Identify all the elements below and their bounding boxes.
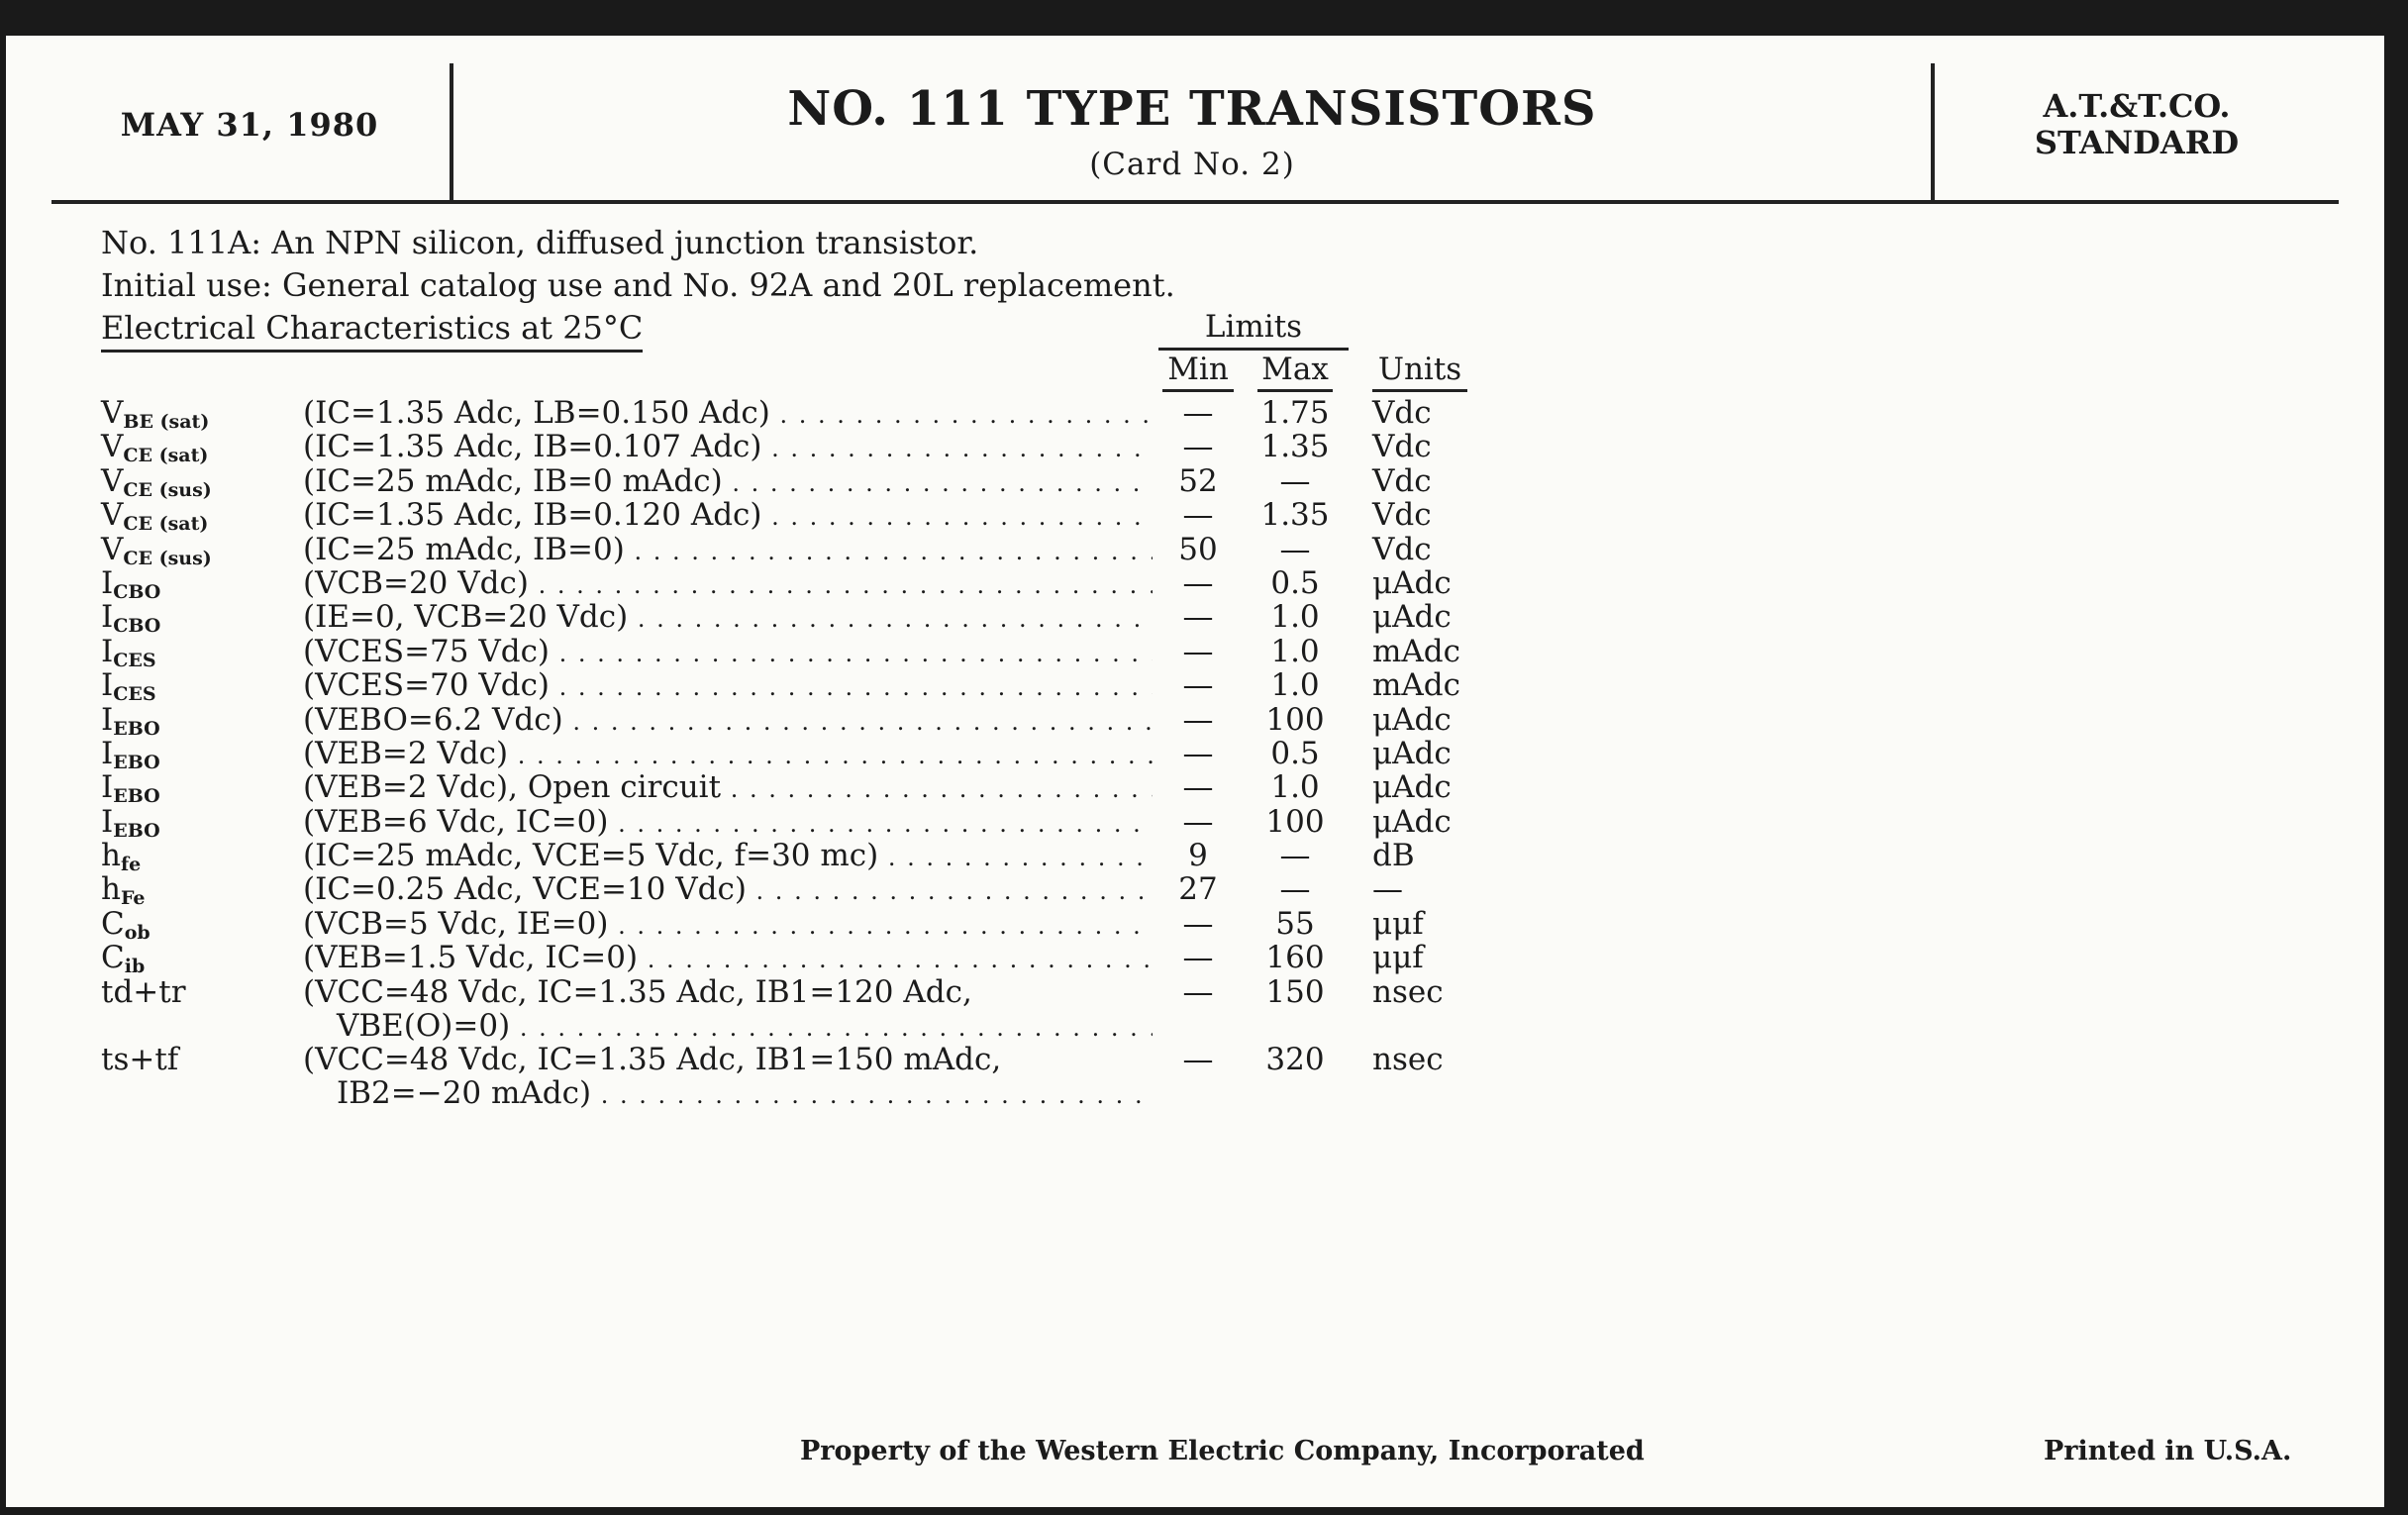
parameter-symbol [101,975,186,1009]
min-value: — [1182,769,1214,806]
table-row [6,429,2384,467]
symbol-subscript: CES [113,649,156,671]
table-row [6,531,2384,569]
symbol-letter: V [101,531,124,567]
symbol-subscript: CE (sus) [123,547,212,569]
min-value: — [1182,564,1214,601]
condition-text: (VEB=6 Vdc, IC=0) [303,804,609,839]
section-heading: Electrical Characteristics at 25°C [101,309,643,353]
max-value: — [1279,838,1311,874]
condition-text: (IC=25 mAdc, IB=0 mAdc) [303,463,723,498]
unit-value: Vdc [1372,531,1432,567]
document-title: NO. 111 TYPE TRANSISTORS [787,81,1597,137]
min-value: — [1182,497,1214,534]
table-row [6,735,2384,773]
test-conditions [303,907,1153,941]
max-value: 55 [1275,905,1315,942]
min-value: — [1182,1042,1214,1078]
parameter-symbol [101,1043,178,1076]
table-row [6,462,2384,501]
table-row [6,769,2384,808]
table-row [6,905,2384,944]
condition-text: (VCES=75 Vdc) [303,634,551,668]
min-value: 50 [1178,531,1218,567]
min-value: 52 [1178,462,1218,499]
unit-value: μAdc [1372,564,1452,601]
symbol-letter: ts+tf [101,1042,179,1078]
max-value: 160 [1265,940,1325,976]
symbol-subscript: CE (sus) [123,478,212,501]
intro-block [101,222,1175,307]
printed-notice: Printed in U.S.A. [2044,1436,2292,1466]
test-conditions [303,430,1153,463]
symbol-subscript: ib [124,956,146,978]
unit-value: nsec [1372,973,1444,1010]
max-value: 1.35 [1260,497,1330,534]
min-value: — [1182,701,1214,738]
symbol-letter: I [101,769,114,806]
condition-text: (VCB=20 Vdc) [303,565,529,600]
condition-text: (IC=25 mAdc, VCE=5 Vdc, f=30 mc) [303,839,879,873]
symbol-letter: V [101,429,124,465]
table-row [6,599,2384,638]
symbol-subscript: Fe [120,887,146,910]
standard-card [6,36,2384,1507]
symbol-letter: I [101,735,114,771]
min-value: — [1182,905,1214,942]
condition-text: (IC=0.25 Adc, VCE=10 Vdc) [303,872,747,907]
test-conditions [303,464,1153,498]
max-value: 150 [1265,973,1325,1010]
standard-label: STANDARD [2034,124,2240,161]
symbol-letter: td+tr [101,973,186,1010]
test-conditions [303,770,1153,804]
min-value: — [1182,973,1214,1010]
table-row [6,395,2384,433]
max-value: 1.0 [1270,599,1320,636]
symbol-letter: I [101,667,114,704]
test-conditions [303,872,1153,906]
unit-value: μAdc [1372,701,1452,738]
test-conditions [303,498,1153,532]
symbol-letter: h [101,871,121,908]
unit-value: mAdc [1372,667,1460,704]
table-row [6,940,2384,978]
max-value: 1.35 [1260,429,1330,465]
characteristics-table [6,396,2384,1111]
test-conditions [303,533,1153,566]
test-conditions [303,1043,1153,1110]
test-conditions [303,975,1153,1043]
unit-value: Vdc [1372,429,1432,465]
symbol-subscript: ob [124,921,150,944]
test-conditions [303,805,1153,839]
test-conditions [303,839,1153,872]
unit-value: μAdc [1372,769,1452,806]
table-row [6,497,2384,536]
max-value: 1.0 [1270,633,1320,669]
condition-text: (VEBO=6.2 Vdc) [303,702,563,737]
symbol-subscript: CE (sat) [123,513,209,536]
unit-value: Vdc [1372,462,1432,499]
test-conditions [303,737,1153,770]
min-value: — [1182,735,1214,771]
max-value: 0.5 [1270,735,1320,771]
table-row [6,633,2384,671]
unit-value: μAdc [1372,735,1452,771]
intro-initial-use: Initial use: General catalog use and No. 92A and 20L replacement. [101,266,1175,304]
min-value: — [1182,599,1214,636]
unit-value: dB [1372,838,1415,874]
units-column-header: Units [1372,352,1467,392]
symbol-letter: C [101,940,125,976]
min-value: — [1182,667,1214,704]
symbol-letter: C [101,905,125,942]
table-row [6,803,2384,842]
symbol-subscript: CBO [113,580,161,603]
min-value: — [1182,429,1214,465]
unit-value: — [1372,871,1403,908]
test-conditions [303,703,1153,737]
card-number: (Card No. 2) [1089,147,1295,182]
issue-date: MAY 31, 1980 [120,106,379,144]
symbol-subscript: CBO [113,615,161,638]
condition-text: (VCC=48 Vdc, IC=1.35 Adc, IB1=150 mAdc, [303,1042,1002,1078]
symbol-subscript: CE (sat) [123,445,209,467]
unit-value: μμf [1372,905,1424,942]
symbol-subscript: EBO [113,717,160,740]
symbol-subscript: BE (sat) [123,411,210,433]
unit-value: μAdc [1372,599,1452,636]
max-value: — [1279,871,1311,908]
limits-header: Limits [1158,309,1349,351]
symbol-letter: V [101,497,124,534]
condition-text: (VEB=1.5 Vdc, IC=0) [303,941,639,975]
condition-text: (VCB=5 Vdc, IE=0) [303,906,609,941]
table-row [6,1043,2384,1111]
condition-text: (VCC=48 Vdc, IC=1.35 Adc, IB1=120 Adc, [303,973,972,1010]
symbol-letter: I [101,803,114,840]
symbol-letter: I [101,564,114,601]
max-value: 320 [1265,1042,1325,1078]
min-value: — [1182,940,1214,976]
max-value: 1.0 [1270,769,1320,806]
condition-text: (VEB=2 Vdc), Open circuit [303,770,722,805]
max-value: 0.5 [1270,564,1320,601]
test-conditions [303,600,1153,634]
min-value: — [1182,395,1214,431]
condition-text-continued: VBE(O)=0) [337,1008,511,1043]
table-row [6,871,2384,910]
title-block [453,50,1931,182]
test-conditions [303,668,1153,702]
min-value: — [1182,803,1214,840]
symbol-subscript: CES [113,683,156,706]
max-value: — [1279,531,1311,567]
symbol-letter: I [101,599,114,636]
card-header [51,50,2339,204]
test-conditions [303,566,1153,600]
unit-value: Vdc [1372,395,1432,431]
symbol-subscript: EBO [113,751,160,773]
symbol-letter: V [101,395,124,431]
min-column-header: Min [1162,352,1234,392]
condition-text: (IC=1.35 Adc, IB=0.107 Adc) [303,430,762,464]
condition-text: (IE=0, VCB=20 Vdc) [303,600,629,635]
unit-value: μμf [1372,940,1424,976]
test-conditions [303,635,1153,668]
table-row [6,975,2384,1044]
max-value: 1.0 [1270,667,1320,704]
symbol-letter: I [101,701,114,738]
condition-text: (VCES=70 Vdc) [303,668,551,703]
symbol-letter: I [101,633,114,669]
condition-text: (IC=1.35 Adc, LB=0.150 Adc) [303,396,770,430]
test-conditions [303,396,1153,430]
max-value: 100 [1265,803,1325,840]
table-row [6,564,2384,603]
symbol-subscript: EBO [113,819,160,842]
condition-text: (VEB=2 Vdc) [303,736,509,770]
property-notice: Property of the Western Electric Company, Incorporated [800,1436,1645,1466]
table-row [6,838,2384,876]
max-value: 1.75 [1260,395,1330,431]
symbol-subscript: fe [120,854,142,876]
min-value: — [1182,633,1214,669]
symbol-letter: h [101,838,121,874]
symbol-letter: V [101,462,124,499]
max-column-header: Max [1257,352,1333,392]
unit-value: Vdc [1372,497,1432,534]
table-row [6,667,2384,706]
standard-block [1935,50,2339,200]
test-conditions [303,941,1153,974]
condition-text: (IC=25 mAdc, IB=0) [303,532,625,566]
max-value: — [1279,462,1311,499]
table-row [6,701,2384,740]
condition-text: (IC=1.35 Adc, IB=0.120 Adc) [303,498,762,533]
min-value: 27 [1178,871,1218,908]
unit-value: mAdc [1372,633,1460,669]
min-value: 9 [1188,838,1208,874]
unit-value: nsec [1372,1042,1444,1078]
max-value: 100 [1265,701,1325,738]
condition-text-continued: IB2=−20 mAdc) [337,1076,592,1111]
intro-description: No. 111A: An NPN silicon, diffused junction transistor. [101,224,979,261]
standard-company: A.T.&T.CO. [2043,87,2231,125]
unit-value: μAdc [1372,803,1452,840]
symbol-subscript: EBO [113,785,160,808]
